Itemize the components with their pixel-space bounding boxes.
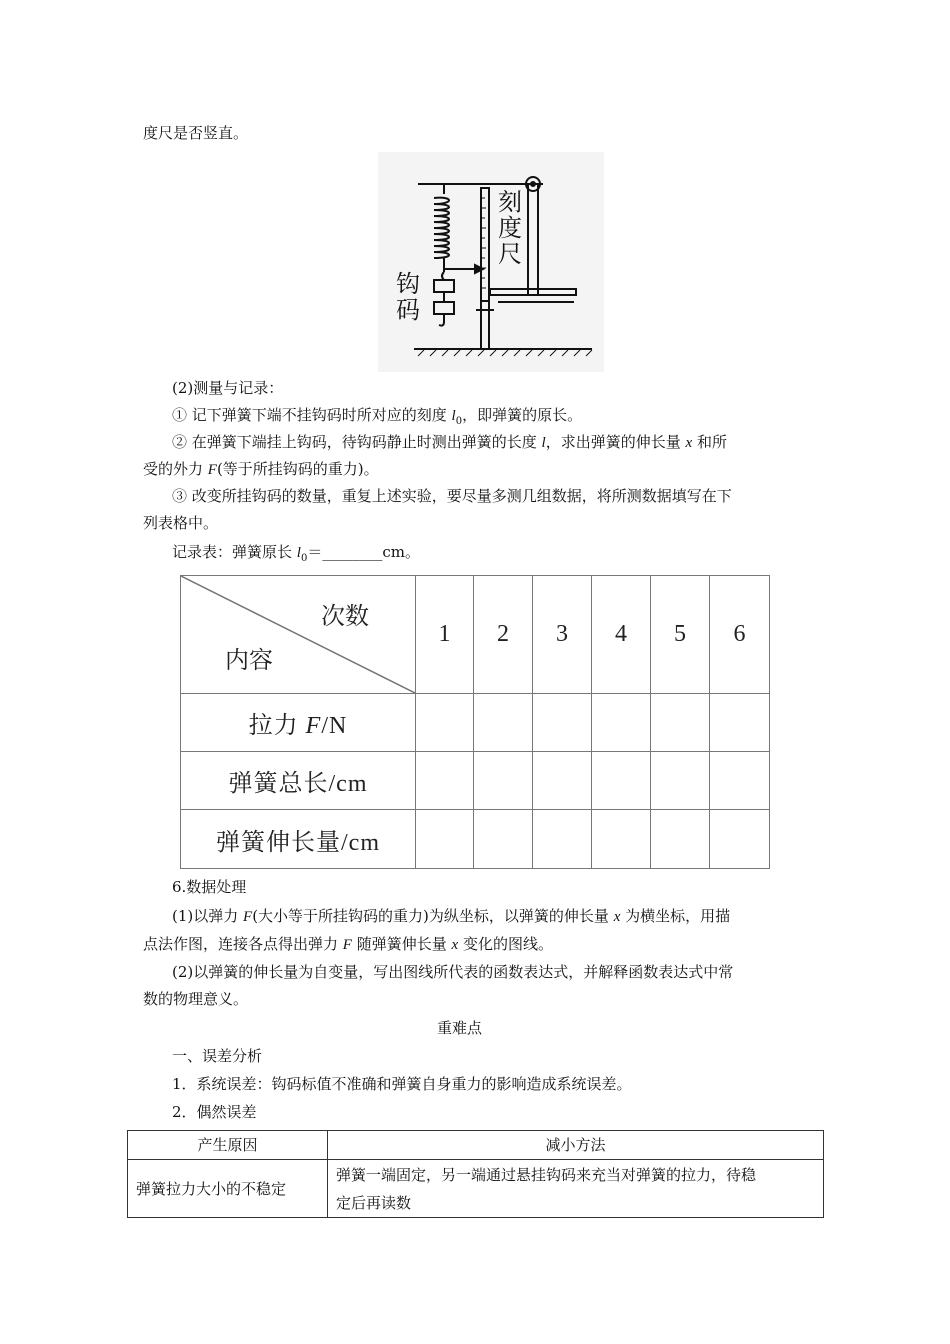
data-cell[interactable] (416, 694, 474, 752)
header-cause: 产生原因 (128, 1131, 328, 1160)
data-cell[interactable] (710, 694, 770, 752)
method-cell: 弹簧一端固定，另一端通过悬挂钩码来充当对弹簧的拉力，待稳 定后再读数 (328, 1160, 824, 1218)
section6-p1-line1: (1)以弹力 F(大小等于所挂钩码的重力)为纵坐标，以弹簧的伸长量 x 为横坐标，用描 (172, 907, 731, 925)
header-diagonal-cell (181, 576, 416, 694)
weight-label-1: 钩 (396, 270, 420, 298)
record-original-length: 记录表：弹簧原长 $l_0=\_\_\_\_\_\_\_\_cm$。 (172, 543, 420, 564)
ruler-label-1: 刻 (498, 188, 522, 216)
col-header: 6 (710, 576, 770, 694)
section6-p2-line1: (2)以弹簧的伸长量为自变量，写出图线所代表的函数表达式，并解释函数表达式中常 (172, 963, 734, 981)
ruler-label-3: 尺 (498, 240, 522, 268)
data-cell[interactable] (651, 752, 710, 810)
data-cell[interactable] (474, 694, 533, 752)
top-line: 度尺是否竖直。 (143, 124, 249, 142)
data-cell[interactable] (710, 810, 770, 869)
random-error-heading: 2．偶然误差 (172, 1103, 257, 1121)
section2-item3-line2: 列表格中。 (143, 514, 219, 532)
row-label-extension: 弹簧伸长量/cm (181, 810, 416, 869)
col-header: 2 (474, 576, 533, 694)
data-cell[interactable] (533, 810, 592, 869)
ruler-label-2: 度 (498, 214, 522, 242)
data-cell[interactable] (416, 752, 474, 810)
data-cell[interactable] (651, 694, 710, 752)
cause-cell: 弹簧拉力大小的不稳定 (128, 1160, 328, 1218)
section6-p1-line2: 点法作图，连接各点得出弹力 F 随弹簧伸长量 x 变化的图线。 (143, 935, 553, 953)
table-row (128, 1160, 824, 1218)
error-analysis-heading: 一、误差分析 (172, 1047, 263, 1065)
record-table (180, 575, 770, 869)
section6-p2-line2: 数的物理意义。 (143, 990, 249, 1008)
systematic-error: 1．系统误差：钩码标值不准确和弹簧自身重力的影响造成系统误差。 (172, 1075, 632, 1093)
data-cell[interactable] (533, 694, 592, 752)
weight-label-2: 码 (396, 296, 420, 324)
col-header: 4 (592, 576, 651, 694)
table-row (181, 810, 770, 869)
data-cell[interactable] (533, 752, 592, 810)
header-content: 内容 (225, 646, 273, 674)
spring-apparatus-figure (378, 152, 604, 372)
section6-heading: 6.数据处理 (172, 878, 247, 896)
data-cell[interactable] (592, 810, 651, 869)
table-row (181, 694, 770, 752)
header-times: 次数 (321, 602, 369, 630)
section2-item2-line2: 受的外力 F(等于所挂钩码的重力)。 (143, 460, 379, 478)
data-cell[interactable] (592, 694, 651, 752)
data-cell[interactable] (416, 810, 474, 869)
table-row (181, 752, 770, 810)
col-header: 1 (416, 576, 474, 694)
header-method: 减小方法 (328, 1131, 824, 1160)
data-cell[interactable] (474, 752, 533, 810)
row-label-force: 拉力 F/N (181, 694, 416, 752)
col-header: 3 (533, 576, 592, 694)
section2-item2-line1: ② 在弹簧下端挂上钩码，待钩码静止时测出弹簧的长度 l，求出弹簧的伸长量 x 和所 (172, 433, 727, 451)
data-cell[interactable] (474, 810, 533, 869)
data-cell[interactable] (651, 810, 710, 869)
key-points-title: 重难点 (437, 1019, 483, 1037)
section2-heading: (2)测量与记录： (172, 379, 284, 397)
error-table (127, 1130, 824, 1218)
row-label-total-length: 弹簧总长/cm (181, 752, 416, 810)
section2-item3-line1: ③ 改变所挂钩码的数量，重复上述实验，要尽量多测几组数据，将所测数据填写在下 (172, 487, 732, 505)
data-cell[interactable] (592, 752, 651, 810)
col-header: 5 (651, 576, 710, 694)
data-cell[interactable] (710, 752, 770, 810)
section2-item1: ① 记下弹簧下端不挂钩码时所对应的刻度 $l_0$，即弹簧的原长。 (172, 406, 583, 427)
